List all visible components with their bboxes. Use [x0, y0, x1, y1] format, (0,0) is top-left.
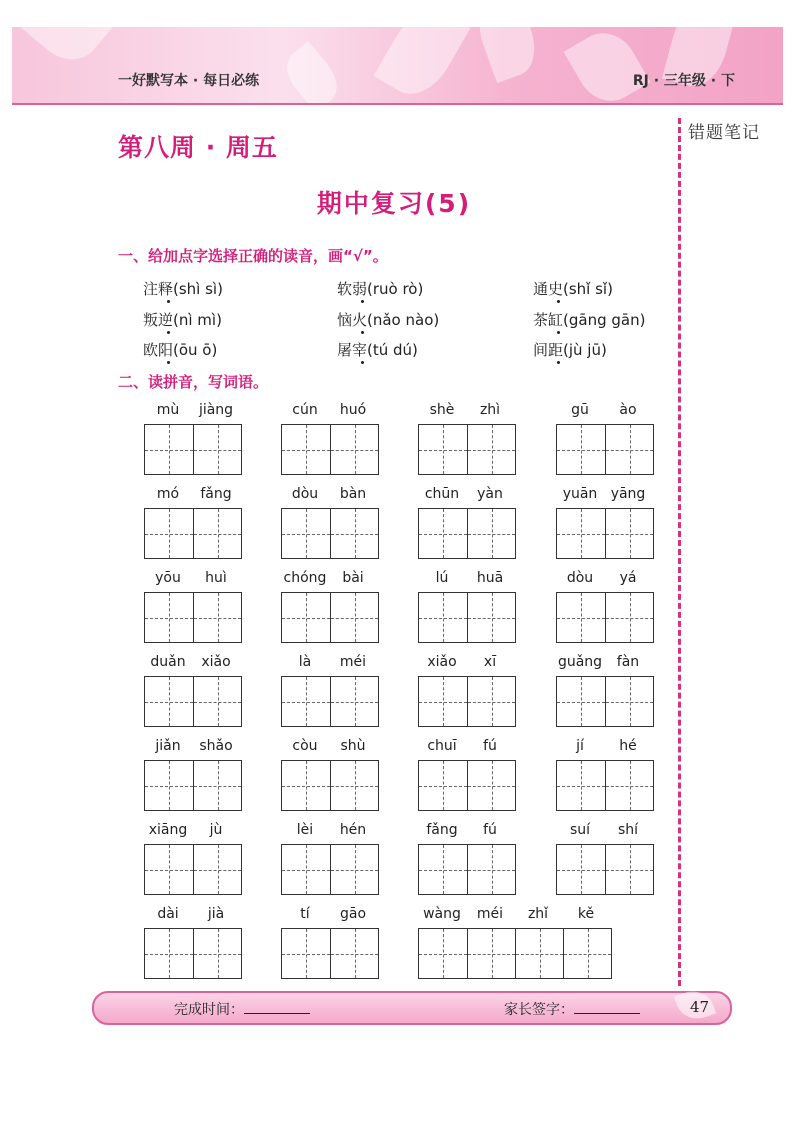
emphasis-dot — [167, 300, 170, 303]
writing-box[interactable] — [556, 424, 654, 475]
writing-box[interactable] — [144, 760, 242, 811]
tianzige-cell[interactable] — [330, 677, 378, 726]
emphasis-dot — [167, 361, 170, 364]
writing-box[interactable] — [281, 508, 379, 559]
pinyin-label: mù — [156, 402, 180, 418]
topic-title — [0, 184, 800, 220]
pinyin-label: bài — [342, 570, 364, 586]
divider-dashed — [678, 118, 681, 986]
tianzige-cell[interactable] — [330, 929, 378, 978]
writing-box[interactable] — [144, 844, 242, 895]
pinyin-label: fú — [483, 822, 497, 838]
tianzige-cell[interactable] — [145, 425, 193, 474]
tianzige-cell[interactable] — [282, 509, 330, 558]
writing-box[interactable] — [281, 676, 379, 727]
pinyin-label: kě — [577, 906, 595, 922]
pinyin-label: shù — [340, 738, 366, 754]
pinyin-label: dòu — [566, 570, 594, 586]
tianzige-cell[interactable] — [193, 425, 241, 474]
pinyin-label: tí — [300, 906, 310, 922]
pinyin-label: yá — [619, 570, 637, 586]
pinyin-label: jiǎn — [155, 738, 181, 754]
tianzige-cell[interactable] — [563, 929, 611, 978]
writing-box[interactable] — [418, 844, 516, 895]
tianzige-cell[interactable] — [605, 677, 653, 726]
pinyin-label: xiāng — [148, 822, 188, 838]
pinyin-label: duǎn — [150, 654, 186, 670]
pinyin-label: zhì — [479, 402, 501, 418]
tianzige-cell[interactable] — [330, 761, 378, 810]
tianzige-cell[interactable] — [419, 761, 467, 810]
tianzige-cell[interactable] — [193, 593, 241, 642]
tianzige-cell[interactable] — [605, 761, 653, 810]
question-item[interactable]: 恼火(nǎo nào) — [337, 311, 440, 329]
tianzige-cell[interactable] — [193, 677, 241, 726]
emphasis-dot — [557, 300, 560, 303]
writing-box[interactable] — [144, 592, 242, 643]
tianzige-cell[interactable] — [557, 761, 605, 810]
section2-title: 二、读拼音，写词语。 — [118, 373, 269, 391]
writing-box[interactable] — [418, 508, 516, 559]
complete-time-blank[interactable] — [244, 1001, 310, 1014]
pinyin-label: yuān — [562, 486, 598, 502]
pinyin-label: fàn — [616, 654, 640, 670]
question-item[interactable]: 注释(shì sì) — [143, 280, 223, 298]
pinyin-label: mó — [156, 486, 180, 502]
pinyin-label: hén — [339, 822, 367, 838]
topic-text: 期中复习(5) — [316, 189, 472, 218]
tianzige-cell[interactable] — [145, 845, 193, 894]
pinyin-label: xiǎo — [427, 654, 457, 670]
tianzige-cell[interactable] — [145, 929, 193, 978]
pinyin-label: dài — [157, 906, 179, 922]
pinyin-label: yāng — [610, 486, 646, 502]
tianzige-cell[interactable] — [330, 845, 378, 894]
tianzige-cell[interactable] — [557, 509, 605, 558]
tianzige-cell[interactable] — [557, 845, 605, 894]
pinyin-label: là — [298, 654, 312, 670]
writing-box[interactable] — [281, 592, 379, 643]
tianzige-cell[interactable] — [282, 425, 330, 474]
error-notes-title: 错题笔记 — [688, 123, 760, 143]
tianzige-cell[interactable] — [193, 845, 241, 894]
header-grade: RJ · 三年级 · 下 — [632, 73, 735, 89]
question-item[interactable]: 茶缸(gāng gān) — [533, 311, 646, 329]
pinyin-label: fǎng — [200, 486, 232, 502]
tianzige-cell[interactable] — [282, 761, 330, 810]
writing-box[interactable] — [144, 508, 242, 559]
writing-box[interactable] — [556, 844, 654, 895]
pinyin-label: lú — [435, 570, 449, 586]
pinyin-label: méi — [476, 906, 504, 922]
question-item[interactable]: 屠宰(tú dú) — [337, 341, 418, 359]
complete-time-label: 完成时间： — [174, 1002, 244, 1018]
tianzige-cell[interactable] — [282, 929, 330, 978]
emphasis-dot — [361, 361, 364, 364]
pinyin-label: huā — [476, 570, 504, 586]
tianzige-cell[interactable] — [557, 593, 605, 642]
pinyin-label: bàn — [339, 486, 367, 502]
week-title: 第八周 · 周五 — [118, 133, 278, 162]
tianzige-cell[interactable] — [145, 593, 193, 642]
pinyin-label: suí — [569, 822, 591, 838]
pinyin-label: fú — [483, 738, 497, 754]
tianzige-cell[interactable] — [282, 845, 330, 894]
tianzige-cell[interactable] — [605, 593, 653, 642]
tianzige-cell[interactable] — [419, 677, 467, 726]
pinyin-label: cún — [292, 402, 318, 418]
writing-box[interactable] — [556, 676, 654, 727]
parent-sign-blank[interactable] — [574, 1001, 640, 1014]
tianzige-cell[interactable] — [419, 929, 467, 978]
parent-sign-label: 家长签字： — [504, 1002, 574, 1018]
section1-title: 一、给加点字选择正确的读音，画“√”。 — [118, 247, 388, 265]
pinyin-label: zhǐ — [527, 906, 549, 922]
question-item[interactable]: 通史(shǐ sǐ) — [533, 280, 613, 298]
pinyin-label: shǎo — [199, 738, 233, 754]
tianzige-cell[interactable] — [467, 761, 515, 810]
question-item[interactable]: 叛逆(nì mì) — [143, 311, 222, 329]
tianzige-cell[interactable] — [467, 593, 515, 642]
pinyin-label: fǎng — [426, 822, 458, 838]
emphasis-dot — [361, 300, 364, 303]
pinyin-label: hé — [619, 738, 637, 754]
header-banner — [12, 27, 783, 105]
pinyin-label: gū — [571, 402, 589, 418]
pinyin-label: méi — [339, 654, 367, 670]
header-book-title: 一好默写本 · 每日必练 — [118, 73, 260, 89]
pinyin-label: lèi — [296, 822, 314, 838]
writing-box[interactable] — [418, 760, 516, 811]
tianzige-cell[interactable] — [193, 509, 241, 558]
tianzige-cell[interactable] — [145, 677, 193, 726]
parent-sign-field[interactable] — [504, 999, 640, 1019]
question-item[interactable]: 软弱(ruò rò) — [337, 280, 424, 298]
pinyin-label: shí — [617, 822, 639, 838]
tianzige-cell[interactable] — [605, 509, 653, 558]
tianzige-cell[interactable] — [467, 845, 515, 894]
pinyin-label: jiàng — [198, 402, 234, 418]
emphasis-dot — [167, 331, 170, 334]
writing-box[interactable] — [144, 676, 242, 727]
pinyin-label: shè — [429, 402, 455, 418]
question-item[interactable]: 间距(jù jū) — [533, 341, 607, 359]
tianzige-cell[interactable] — [557, 425, 605, 474]
pinyin-label: ào — [619, 402, 637, 418]
writing-box[interactable] — [144, 424, 242, 475]
pinyin-label: wàng — [423, 906, 461, 922]
tianzige-cell[interactable] — [282, 593, 330, 642]
tianzige-cell[interactable] — [419, 845, 467, 894]
tianzige-cell[interactable] — [193, 761, 241, 810]
writing-box[interactable] — [281, 844, 379, 895]
pinyin-label: jià — [207, 906, 225, 922]
tianzige-cell[interactable] — [419, 593, 467, 642]
tianzige-cell[interactable] — [419, 425, 467, 474]
tianzige-cell[interactable] — [145, 509, 193, 558]
question-item[interactable]: 欧阳(ōu ō) — [143, 341, 218, 359]
emphasis-dot — [361, 331, 364, 334]
tianzige-cell[interactable] — [467, 425, 515, 474]
tianzige-cell[interactable] — [193, 929, 241, 978]
tianzige-cell[interactable] — [330, 593, 378, 642]
footer-bar — [92, 991, 732, 1025]
page-number: 47 — [690, 998, 710, 1016]
pinyin-label: chuī — [427, 738, 457, 754]
pinyin-label: xī — [483, 654, 497, 670]
pinyin-label: chūn — [424, 486, 460, 502]
pinyin-label: huó — [339, 402, 367, 418]
tianzige-cell[interactable] — [557, 677, 605, 726]
emphasis-dot — [557, 331, 560, 334]
pinyin-label: xiǎo — [201, 654, 231, 670]
tianzige-cell[interactable] — [467, 677, 515, 726]
writing-box[interactable] — [418, 928, 612, 979]
tianzige-cell[interactable] — [605, 845, 653, 894]
pinyin-label: dòu — [291, 486, 319, 502]
tianzige-cell[interactable] — [282, 677, 330, 726]
writing-box[interactable] — [556, 592, 654, 643]
pinyin-label: yàn — [477, 486, 503, 502]
tianzige-cell[interactable] — [330, 509, 378, 558]
emphasis-dot — [557, 361, 560, 364]
tianzige-cell[interactable] — [605, 425, 653, 474]
writing-box[interactable] — [281, 760, 379, 811]
tianzige-cell[interactable] — [330, 425, 378, 474]
pinyin-label: jí — [576, 738, 584, 754]
writing-box[interactable] — [144, 928, 242, 979]
writing-box[interactable] — [418, 424, 516, 475]
pinyin-label: guǎng — [557, 654, 603, 670]
pinyin-label: jù — [209, 822, 223, 838]
pinyin-label: yōu — [155, 570, 181, 586]
tianzige-cell[interactable] — [145, 761, 193, 810]
pinyin-label: huì — [205, 570, 227, 586]
writing-box[interactable] — [281, 928, 379, 979]
pinyin-label: gāo — [339, 906, 367, 922]
tianzige-cell[interactable] — [515, 929, 563, 978]
writing-box[interactable] — [556, 508, 654, 559]
pinyin-label: còu — [292, 738, 318, 754]
tianzige-cell[interactable] — [419, 509, 467, 558]
writing-box[interactable] — [556, 760, 654, 811]
tianzige-cell[interactable] — [467, 509, 515, 558]
writing-box[interactable] — [281, 424, 379, 475]
writing-box[interactable] — [418, 592, 516, 643]
tianzige-cell[interactable] — [467, 929, 515, 978]
pinyin-label: chóng — [283, 570, 327, 586]
writing-box[interactable] — [418, 676, 516, 727]
complete-time-field[interactable] — [174, 999, 310, 1019]
